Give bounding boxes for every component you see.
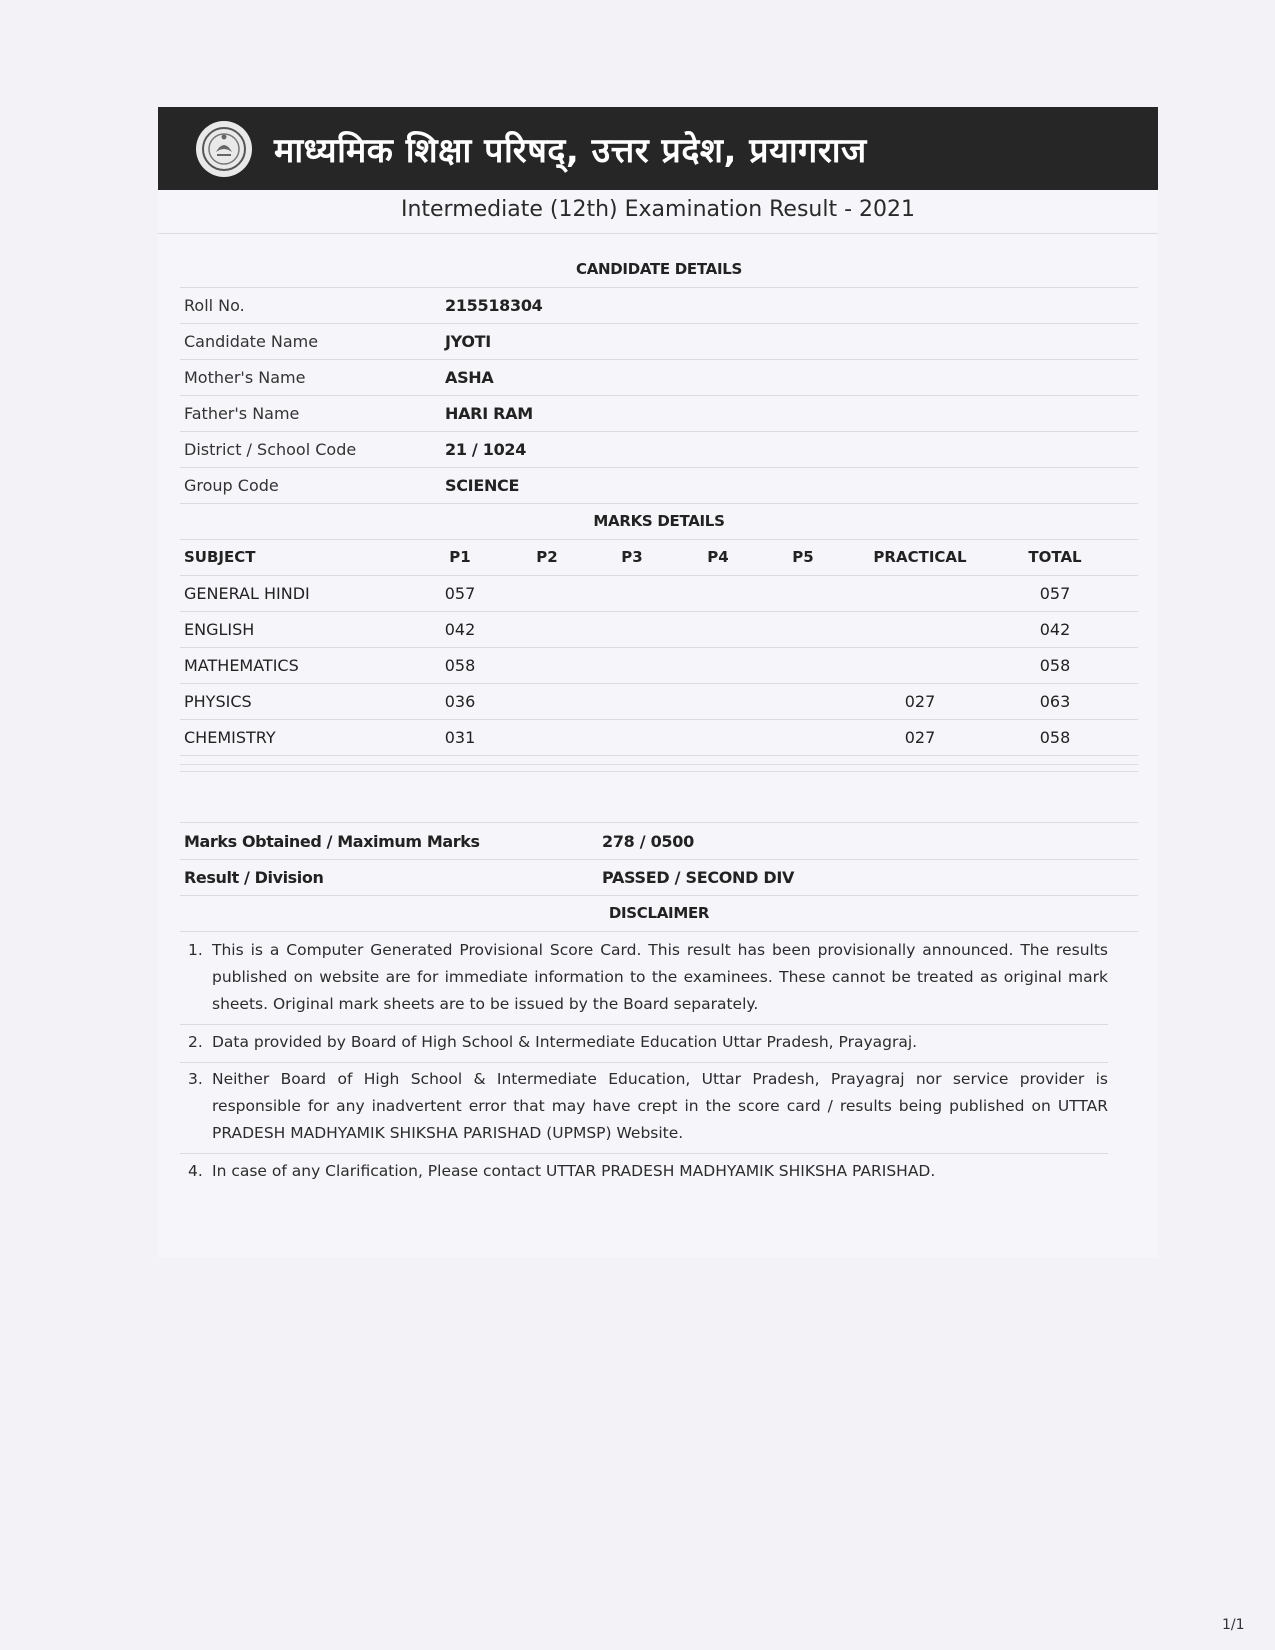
marks-summary-row	[180, 823, 1138, 860]
total-cell: 058	[1039, 728, 1071, 747]
board-name-title: माध्यमिक शिक्षा परिषद्, उत्तर प्रदेश, प्रयागराज	[274, 130, 867, 171]
item-number: 1.	[188, 941, 203, 959]
header-banner	[158, 107, 1158, 190]
candidate-row	[180, 359, 1138, 396]
item-text: Neither Board of High School & Intermediate Education, Uttar Pradesh, Prayagraj nor service provider is responsible for any inadvertent error that may have crept in the score card / results being published on UTTAR PRADESH MADHYAMIK SHIKSHA PARISHAD (UPMSP) Website.	[212, 1070, 1108, 1142]
disclaimer-item	[180, 1062, 1108, 1154]
field-label: Candidate Name	[184, 332, 319, 351]
group-code-value: SCIENCE	[445, 476, 520, 495]
result-sheet	[158, 107, 1158, 1257]
column-header: P5	[792, 548, 814, 566]
column-header: PRACTICAL	[873, 548, 967, 566]
column-header: SUBJECT	[184, 548, 256, 566]
total-cell: 058	[1039, 656, 1071, 675]
marks-obtained-label: Marks Obtained / Maximum Marks	[184, 832, 480, 851]
subject-cell: MATHEMATICS	[184, 656, 299, 675]
practical-cell: 027	[904, 692, 936, 711]
marks-details-heading: MARKS DETAILS	[180, 503, 1138, 540]
roll-number-value: 215518304	[445, 296, 543, 315]
field-label: Group Code	[184, 476, 279, 495]
item-text: In case of any Clarification, Please contact UTTAR PRADESH MADHYAMIK SHIKSHA PARISHAD.	[212, 1162, 936, 1180]
father-name-value: HARI RAM	[445, 404, 533, 423]
result-division-label: Result / Division	[184, 868, 324, 887]
item-number: 4.	[188, 1162, 203, 1180]
total-cell: 063	[1039, 692, 1071, 711]
disclaimer-heading: DISCLAIMER	[180, 895, 1138, 932]
exam-title: Intermediate (12th) Examination Result - 2021	[400, 197, 916, 222]
total-cell: 057	[1039, 584, 1071, 603]
p1-cell: 058	[444, 656, 476, 675]
table-row	[180, 719, 1138, 756]
table-row	[180, 683, 1138, 720]
column-header: TOTAL	[1028, 548, 1082, 566]
field-label: District / School Code	[184, 440, 357, 459]
marks-obtained-value: 278 / 0500	[602, 832, 694, 851]
table-row	[180, 647, 1138, 684]
candidate-name-value: JYOTI	[445, 332, 491, 351]
subject-cell: PHYSICS	[184, 692, 252, 711]
field-label: Father's Name	[184, 404, 300, 423]
divider	[180, 771, 1138, 772]
divider	[180, 764, 1138, 765]
field-label: Mother's Name	[184, 368, 306, 387]
subject-cell: CHEMISTRY	[184, 728, 276, 747]
column-header: P3	[621, 548, 643, 566]
p1-cell: 042	[444, 620, 476, 639]
item-text: Data provided by Board of High School & Intermediate Education Uttar Pradesh, Prayagraj.	[212, 1033, 918, 1051]
item-number: 2.	[188, 1033, 203, 1051]
divider	[158, 233, 1158, 234]
subject-cell: GENERAL HINDI	[184, 584, 310, 603]
p1-cell: 057	[444, 584, 476, 603]
marks-table-header	[180, 539, 1138, 576]
disclaimer-item	[180, 933, 1108, 1025]
disclaimer-item	[180, 1025, 1108, 1063]
column-header: P2	[536, 548, 558, 566]
candidate-row	[180, 323, 1138, 360]
p1-cell: 031	[444, 728, 476, 747]
column-header: P4	[707, 548, 729, 566]
item-number: 3.	[188, 1070, 203, 1088]
up-government-emblem-icon	[196, 121, 252, 177]
total-cell: 042	[1039, 620, 1071, 639]
school-code-value: 21 / 1024	[445, 440, 527, 459]
field-label: Roll No.	[184, 296, 245, 315]
result-division-value: PASSED / SECOND DIV	[602, 868, 795, 887]
disclaimer-item	[180, 1154, 1108, 1191]
table-row	[180, 611, 1138, 648]
candidate-row	[180, 395, 1138, 432]
result-summary-row	[180, 859, 1138, 896]
candidate-row	[180, 431, 1138, 468]
candidate-details-heading: CANDIDATE DETAILS	[180, 251, 1138, 288]
candidate-row	[180, 287, 1138, 324]
subject-cell: ENGLISH	[184, 620, 255, 639]
candidate-row	[180, 467, 1138, 504]
practical-cell: 027	[904, 728, 936, 747]
table-row	[180, 575, 1138, 612]
item-text: This is a Computer Generated Provisional Score Card. This result has been provisionally announced. The results published on website are for immediate information to the examinees. These cannot be treated as original mark sheets. Original mark sheets are to be issued by the Board separately.	[212, 941, 1108, 1013]
mother-name-value: ASHA	[445, 368, 494, 387]
p1-cell: 036	[444, 692, 476, 711]
page-number: 1/1	[1222, 1617, 1245, 1633]
column-header: P1	[449, 548, 471, 566]
